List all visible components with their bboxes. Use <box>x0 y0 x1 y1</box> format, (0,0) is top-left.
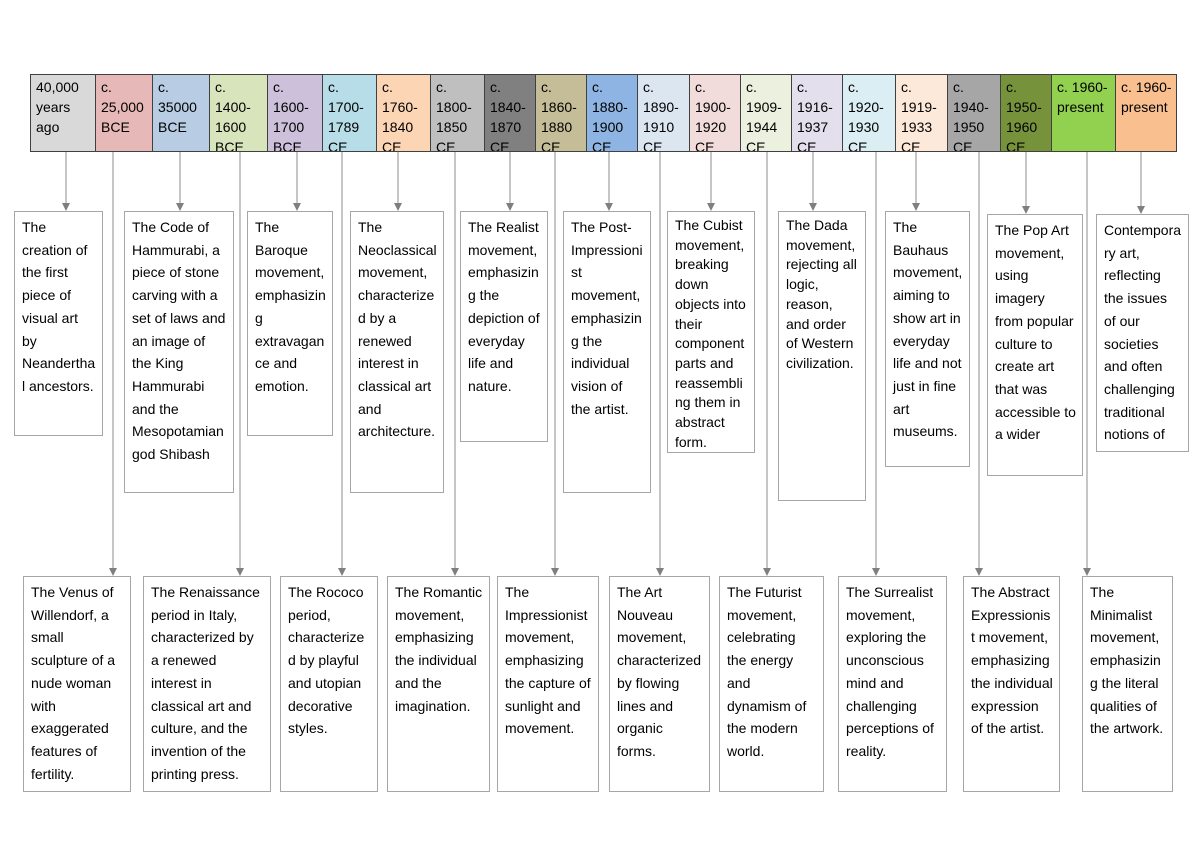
event-box-bottom: The Romantic movement, emphasizing the individual and the imagination. <box>387 576 490 792</box>
period-cell: c. 1916-1937 CE <box>792 75 843 151</box>
period-cell: c. 1760-1840 CE <box>377 75 431 151</box>
event-box-bottom: The Renaissance period in Italy, characterized by a renewed interest in classical art and culture, and the invention of the printing press. <box>143 576 271 792</box>
period-cell: c. 1890-1910 CE <box>638 75 690 151</box>
period-cell: c. 1900-1920 CE <box>690 75 741 151</box>
event-box-top: The Post-Impressionist movement, emphasizing the individual vision of the artist. <box>563 211 651 493</box>
period-cell: c. 1909-1944 CE <box>741 75 792 151</box>
period-cell: c. 25,000 BCE <box>96 75 153 151</box>
period-cell: c. 1920-1930 CE <box>843 75 896 151</box>
event-box-bottom: The Abstract Expressionist movement, emphasizing the individual expression of the artist. <box>963 576 1060 792</box>
event-box-top: The Cubist movement, breaking down objects into their component parts and reassembling them in abstract form. <box>667 211 755 453</box>
event-box-bottom: The Impressionist movement, emphasizing the capture of sunlight and movement. <box>497 576 599 792</box>
period-cell: c. 1960-present <box>1052 75 1116 151</box>
event-box-bottom: The Surrealist movement, exploring the unconscious mind and challenging perceptions of reality. <box>838 576 947 792</box>
event-box-bottom: The Venus of Willendorf, a small sculpture of a nude woman with exaggerated features of fertility. <box>23 576 131 792</box>
event-box-top: The Realist movement, emphasizing the depiction of everyday life and nature. <box>460 211 548 442</box>
period-cell: 40,000 years ago <box>31 75 96 151</box>
event-box-bottom: The Art Nouveau movement, characterized by flowing lines and organic forms. <box>609 576 710 792</box>
event-box-top: The Pop Art movement, using imagery from popular culture to create art that was accessible to a wider <box>987 214 1083 476</box>
period-cell: c. 1860-1880 CE <box>536 75 587 151</box>
period-cell: c. 1940-1950 CE <box>948 75 1001 151</box>
event-box-top: Contemporary art, reflecting the issues of our societies and often challenging traditional notions of <box>1096 214 1189 452</box>
period-cell: c. 1919-1933 CE <box>896 75 948 151</box>
period-cell: c. 1800-1850 CE <box>431 75 485 151</box>
event-box-top: The Dada movement, rejecting all logic, reason, and order of Western civilization. <box>778 211 866 501</box>
period-cell: c. 1700-1789 CE <box>323 75 377 151</box>
period-cell: c. 35000 BCE <box>153 75 210 151</box>
period-cell: c. 1400-1600 BCE <box>210 75 268 151</box>
event-box-top: The Neoclassical movement, characterized by a renewed interest in classical art and architecture. <box>350 211 444 493</box>
event-box-bottom: The Rococo period, characterized by playful and utopian decorative styles. <box>280 576 378 792</box>
period-cell: c. 1960-present <box>1116 75 1176 151</box>
event-box-top: The creation of the first piece of visual art by Neanderthal ancestors. <box>14 211 103 436</box>
event-box-bottom: The Minimalist movement, emphasizing the literal qualities of the artwork. <box>1082 576 1173 792</box>
event-box-bottom: The Futurist movement, celebrating the energy and dynamism of the modern world. <box>719 576 824 792</box>
period-cell: c. 1950-1960 CE <box>1001 75 1052 151</box>
period-cell: c. 1600-1700 BCE <box>268 75 323 151</box>
period-cell: c. 1880-1900 CE <box>587 75 638 151</box>
event-box-top: The Baroque movement, emphasizing extravagance and emotion. <box>247 211 333 436</box>
event-box-top: The Code of Hammurabi, a piece of stone carving with a set of laws and an image of the King Hammurabi and the Mesopotamian god Shibash <box>124 211 234 493</box>
period-cell: c. 1840-1870 CE <box>485 75 536 151</box>
event-box-top: The Bauhaus movement, aiming to show art in everyday life and not just in fine art museums. <box>885 211 970 467</box>
